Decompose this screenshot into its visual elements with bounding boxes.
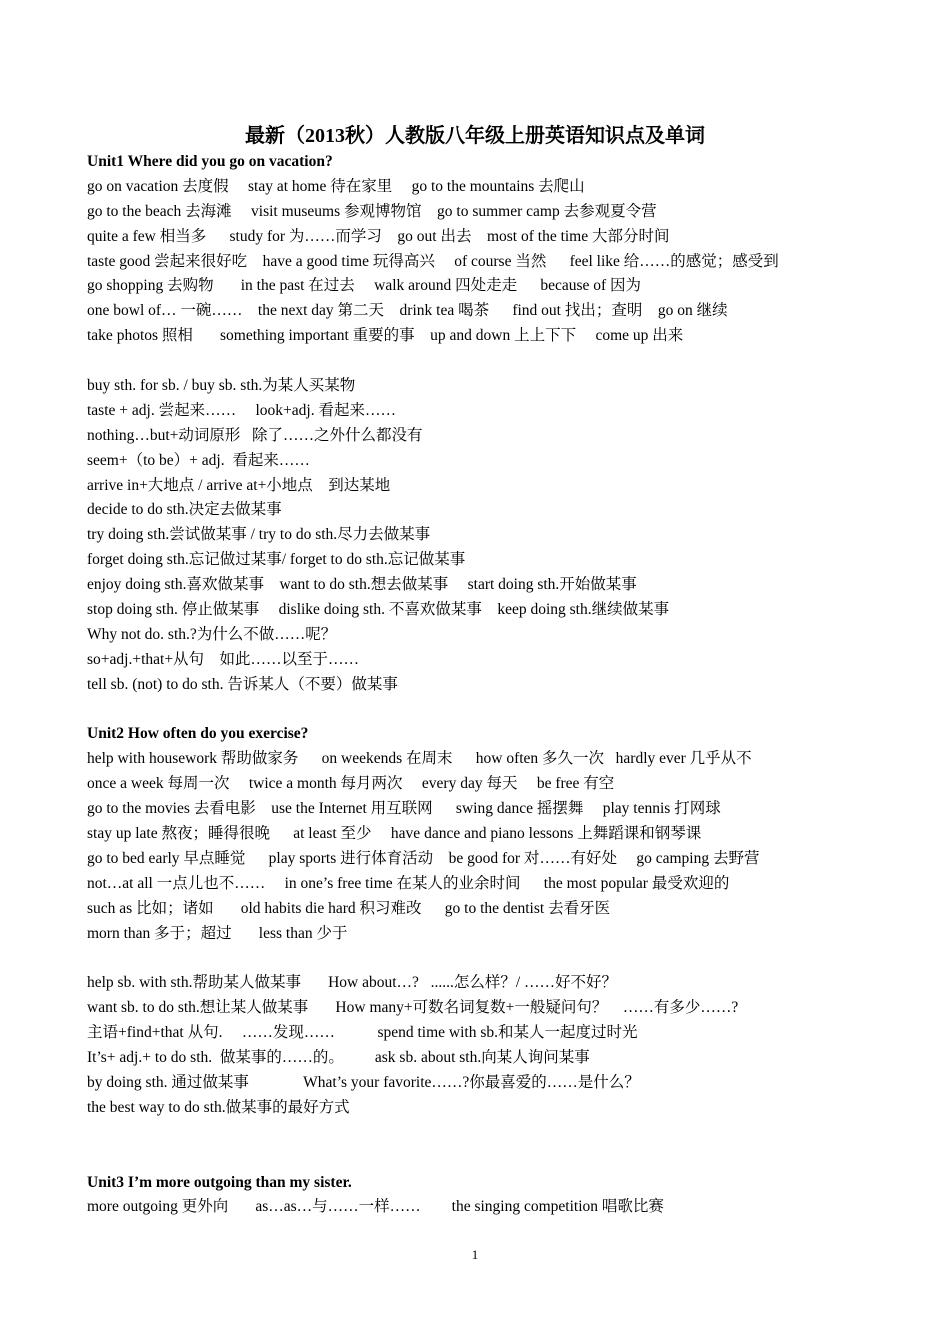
blank-line [87, 698, 887, 723]
unit-heading: Unit1 Where did you go on vacation? [87, 153, 333, 170]
pattern-line: so+adj.+that+从句 如此……以至于…… [87, 650, 360, 668]
phrase-line: go to the beach 去海滩 visit museums 参观博物馆 go to summer camp 去参观夏令营 [87, 202, 657, 220]
phrase-line: help with housework 帮助做家务 on weekends 在周末 how often 多久一次 hardly ever 几乎从不 [87, 750, 752, 768]
pattern-line: help sb. with sth.帮助某人做某事 How about…? ......怎么样？/ ……好不好？ [87, 974, 617, 992]
unit-heading: Unit2 How often do you exercise? [87, 725, 309, 743]
phrase-line: taste good 尝起来很好吃 have a good time 玩得高兴 of course 当然 feel like 给……的感觉；感受到 [87, 252, 779, 270]
pattern-line: stop doing sth. 停止做某事 dislike doing sth. 不喜欢做某事 keep doing sth.继续做某事 [87, 601, 670, 619]
phrase-line: one bowl of… 一碗…… the next day 第二天 drink tea 喝茶 find out 找出；查明 go on 继续 [87, 302, 728, 320]
phrase-line: quite a few 相当多 study for 为……而学习 go out 出去 most of the time 大部分时间 [87, 227, 670, 245]
phrase-line: once a week 每周一次 twice a month 每月两次 every day 每天 be free 有空 [87, 775, 615, 793]
phrase-line: go on vacation 去度假 stay at home 待在家里 go to the mountains 去爬山 [87, 177, 585, 195]
blank-line [87, 947, 887, 972]
page-number: 1 [471, 1247, 479, 1262]
phrase-line: take photos 照相 something important 重要的事 up and down 上上下下 come up 出来 [87, 327, 684, 345]
blank-line [87, 1146, 887, 1171]
pattern-line: want sb. to do sth.想让某人做某事 How many+可数名词复数+一般疑问句？ ……有多少……? [87, 999, 739, 1017]
pattern-line: by doing sth. 通过做某事 What’s your favorite……?你最喜爱的……是什么？ [87, 1073, 640, 1091]
pattern-line: taste + adj. 尝起来…… look+adj. 看起来…… [87, 401, 396, 419]
pattern-line: Why not do. sth.?为什么不做……呢？ [87, 625, 337, 643]
blank-line [87, 1121, 887, 1146]
phrase-line: not…at all 一点儿也不…… in one’s free time 在某人的业余时间 the most popular 最受欢迎的 [87, 874, 730, 892]
pattern-line: nothing…but+动词原形 除了……之外什么都没有 [87, 426, 423, 444]
phrase-line: go to the movies 去看电影 use the Internet 用互联网 swing dance 摇摆舞 play tennis 打网球 [87, 800, 721, 818]
document-body [87, 150, 887, 1220]
phrase-line: stay up late 熬夜；睡得很晚 at least 至少 have dance and piano lessons 上舞蹈课和钢琴课 [87, 825, 702, 843]
blank-line [87, 349, 887, 374]
pattern-line: seem+（to be）+ adj. 看起来…… [87, 451, 310, 469]
pattern-line: 主语+find+that 从句. ……发现…… spend time with sb.和某人一起度过时光 [87, 1024, 638, 1042]
pattern-line: It’s+ adj.+ to do sth. 做某事的……的。 ask sb. about sth.向某人询问某事 [87, 1049, 590, 1067]
pattern-line: buy sth. for sb. / buy sb. sth.为某人买某物 [87, 377, 356, 395]
phrase-line: morn than 多于；超过 less than 少于 [87, 924, 348, 942]
phrase-line: such as 比如；诸如 old habits die hard 积习难改 go to the dentist 去看牙医 [87, 899, 611, 917]
unit-heading: Unit3 I’m more outgoing than my sister. [87, 1173, 352, 1191]
phrase-line: go shopping 去购物 in the past 在过去 walk around 四处走走 because of 因为 [87, 277, 642, 295]
pattern-line: forget doing sth.忘记做过某事/ forget to do sth.忘记做某事 [87, 551, 466, 569]
pattern-line: try doing sth.尝试做某事 / try to do sth.尽力去做某事 [87, 526, 431, 544]
document-title: 最新（2013秋）人教版八年级上册英语知识点及单词 [245, 125, 705, 147]
pattern-line: arrive in+大地点 / arrive at+小地点 到达某地 [87, 476, 391, 494]
phrase-line: go to bed early 早点睡觉 play sports 进行体育活动 be good for 对……有好处 go camping 去野营 [87, 849, 760, 867]
pattern-line: tell sb. (not) to do sth. 告诉某人（不要）做某事 [87, 675, 398, 693]
pattern-line: enjoy doing sth.喜欢做某事 want to do sth.想去做某事 start doing sth.开始做某事 [87, 576, 637, 594]
phrase-line: more outgoing 更外向 as…as…与……一样…… the singing competition 唱歌比赛 [87, 1198, 664, 1216]
pattern-line: decide to do sth.决定去做某事 [87, 501, 282, 519]
pattern-line: the best way to do sth.做某事的最好方式 [87, 1098, 350, 1116]
